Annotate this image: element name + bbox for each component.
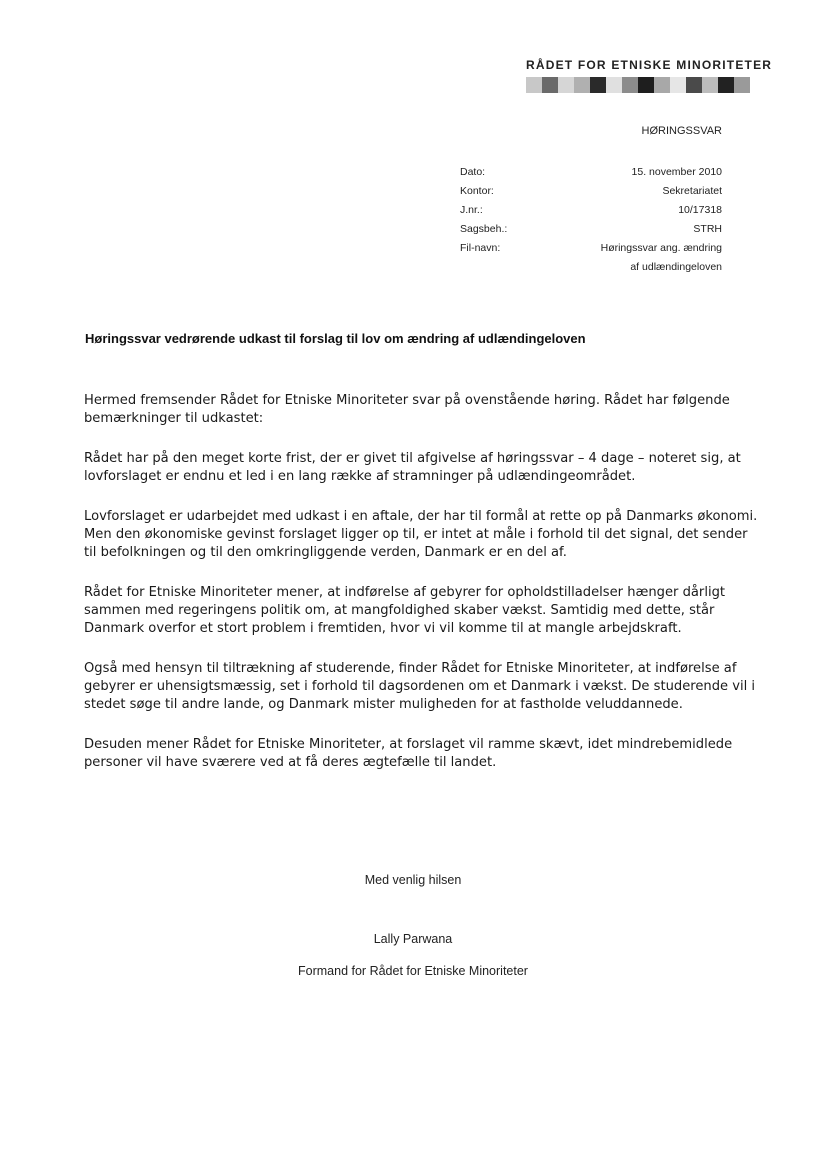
logo-stripe-segment [590, 77, 606, 93]
metadata-block [460, 163, 722, 277]
body-paragraph: Desuden mener Rådet for Etniske Minoriteter, at forslaget vil ramme skævt, idet mindrebemidlede personer vil have sværere ved at få deres ægtefælle til landet. [84, 737, 733, 770]
body-paragraph: Rådet for Etniske Minoriteter mener, at indførelse af gebyrer for opholdstilladelser hænger dårligt sammen med regeringens politik om, at mangfoldighed skaber vækst. Samtidig med dette, står Danmark overfor et stort problem i fremtiden, hvor vi vil komme til at mangle arbejdskraft. [84, 585, 726, 636]
meta-row-office [460, 182, 722, 201]
logo-stripe-segment [638, 77, 654, 93]
signatory-title: Formand for Rådet for Etniske Minoriteter [298, 964, 528, 978]
subject-heading: Høringssvar vedrørende udkast til forslag til lov om ændring af udlændingeloven [85, 331, 586, 346]
logo-stripe-segment [526, 77, 542, 93]
logo-stripe-segment [686, 77, 702, 93]
logo-stripe-segment [542, 77, 558, 93]
meta-label: J.nr.: [460, 204, 483, 216]
body-paragraph: Lovforslaget er udarbejdet med udkast i en aftale, der har til formål at rette op på Danmarks økonomi. Men den økonomiske gevinst forslaget ligger op til, er intet at måle i forhold til det signal, det sender til befolkningen og til den omkringliggende verden, Danmark er en del af. [84, 509, 758, 560]
meta-label: Dato: [460, 166, 486, 178]
meta-label: Kontor: [460, 185, 494, 197]
signatory-name: Lally Parwana [373, 932, 453, 946]
letter-body [84, 392, 764, 794]
meta-row-filename [460, 239, 722, 258]
meta-value: 15. november 2010 [631, 166, 722, 178]
meta-value: Høringssvar ang. ændring [600, 242, 722, 254]
logo-stripe-segment [574, 77, 590, 93]
meta-row-journal [460, 201, 722, 220]
meta-value: Sekretariatet [662, 185, 722, 197]
meta-row-handler [460, 220, 722, 239]
body-paragraph: Rådet har på den meget korte frist, der er givet til afgivelse af høringssvar – 4 dage – noteret sig, at lovforslaget er endnu et led i en lang række af stramninger på udlændingeområdet. [84, 451, 741, 484]
organization-name: RÅDET FOR ETNISKE MINORITETER [526, 58, 773, 72]
meta-value: STRH [693, 223, 722, 235]
body-paragraph: Også med hensyn til tiltrækning af studerende, finder Rådet for Etniske Minoriteter, at indførelse af gebyrer er uhensigtsmæssig, set i forhold til dagsordenen om et Danmark i vækst. De studerende vil i stedet søge til andre lande, og Danmark mister muligheden for at fastholde veluddannede. [84, 661, 756, 712]
meta-value-filename-cont: af udlændingeloven [630, 261, 722, 273]
logo-stripe-segment [558, 77, 574, 93]
meta-label: Sagsbeh.: [460, 223, 508, 235]
document-type: HØRINGSSVAR [641, 125, 722, 137]
logo-stripe-bar [526, 77, 750, 93]
meta-row-date [460, 163, 722, 182]
meta-label: Fil-navn: [460, 242, 501, 254]
closing-greeting: Med venlig hilsen [364, 873, 462, 887]
logo-stripe-segment [734, 77, 750, 93]
logo-stripe-segment [654, 77, 670, 93]
logo-stripe-segment [622, 77, 638, 93]
logo-stripe-segment [702, 77, 718, 93]
meta-value: 10/17318 [678, 204, 722, 216]
logo-stripe-segment [670, 77, 686, 93]
logo-stripe-segment [606, 77, 622, 93]
body-paragraph: Hermed fremsender Rådet for Etniske Minoriteter svar på ovenstående høring. Rådet har følgende bemærkninger til udkastet: [84, 393, 730, 426]
logo-stripe-segment [718, 77, 734, 93]
